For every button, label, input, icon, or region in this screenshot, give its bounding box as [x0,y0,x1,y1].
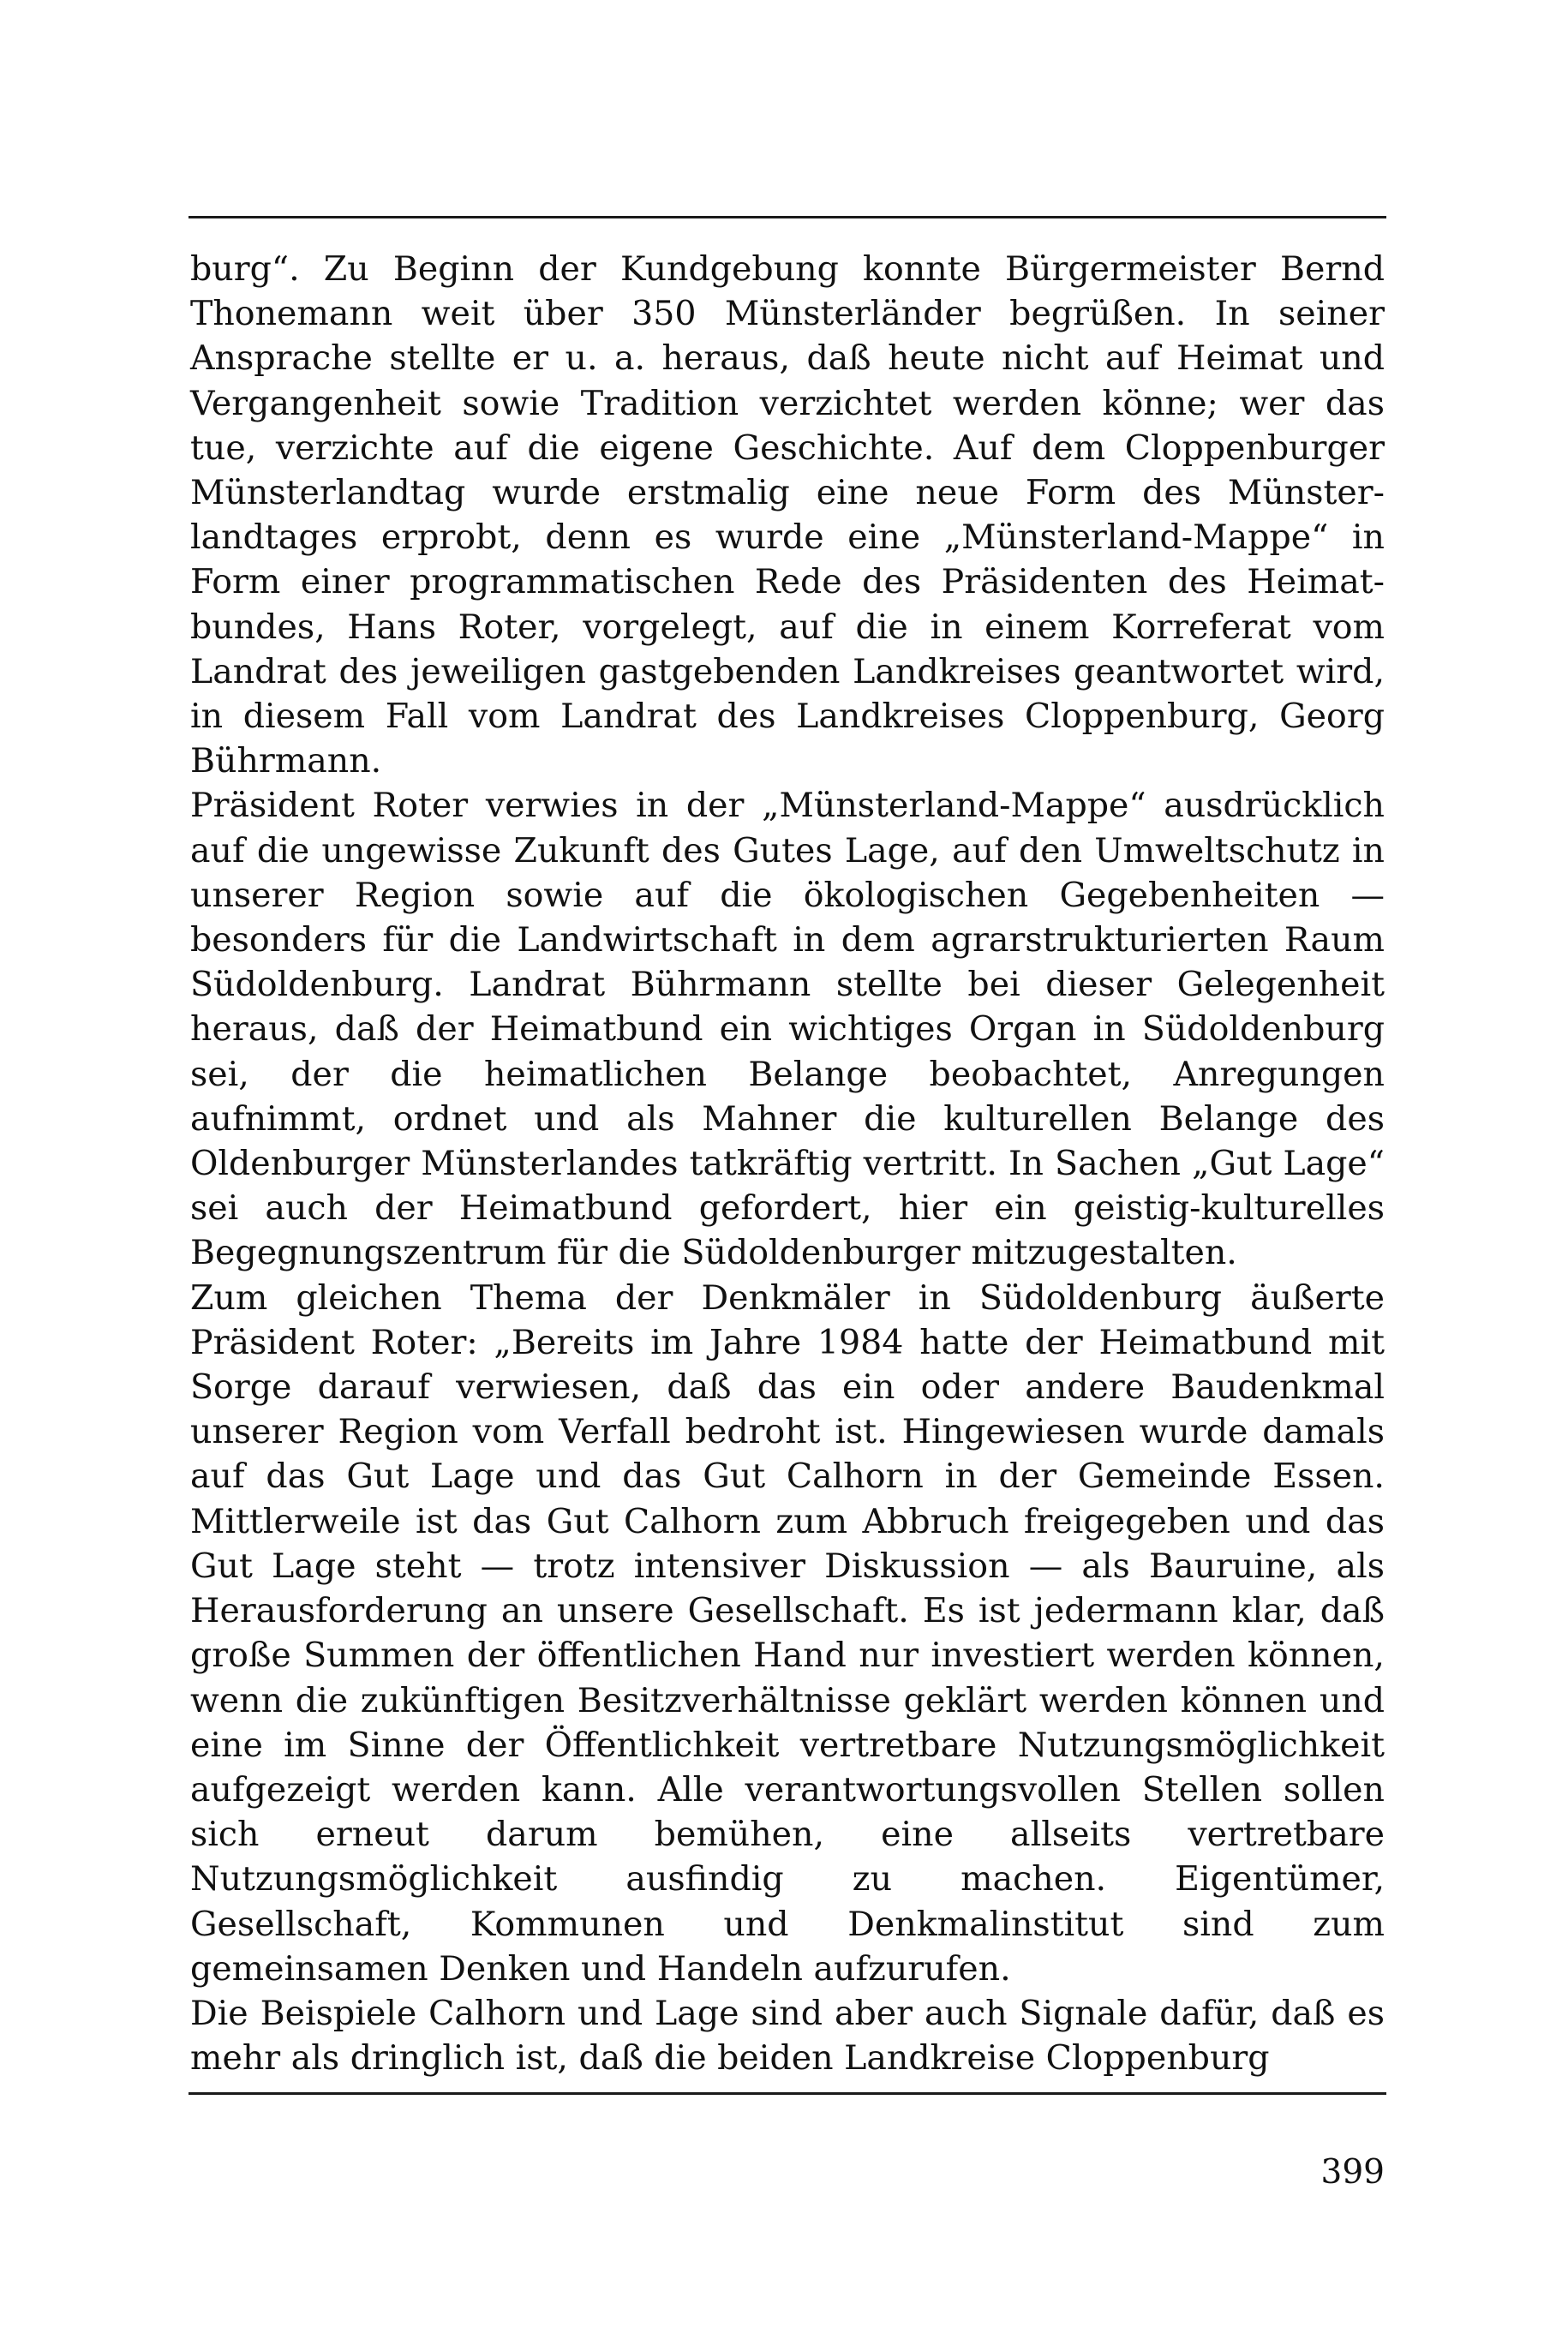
body-text [190,247,1385,2080]
paragraph: Zum gleichen Thema der Denkmäler in Südoldenburg äußerte Präsident Roter: „Bereits im Jahre 1984 hatte der Heimatbund mit Sorge darauf verwiesen, daß das ein oder andere Baudenkmal unserer Region vom Verfall bedroht ist. Hingewiesen wurde damals auf das Gut Lage und das Gut Calhorn in der Gemeinde Essen. Mittlerweile ist das Gut Calhorn zum Abbruch freigegeben und das Gut Lage steht — trotz intensiver Diskussion — als Bauruine, als Herausforderung an unsere Gesellschaft. Es ist jedermann klar, daß große Summen der öffentlichen Hand nur investiert werden können, wenn die zukünftigen Besitzverhältnisse geklärt werden können und eine im Sinne der Öffentlichkeit vertretbare Nutzungsmöglichkeit aufgezeigt werden kann. Alle verantwortungsvollen Stellen sollen sich erneut darum bemühen, eine allseits vertretbare Nutzungsmöglichkeit ausfindig zu machen. Eigentümer, Gesellschaft, Kommunen und Denkmalinstitut sind zum gemeinsamen Denken und Handeln aufzurufen. [190,1277,1385,1989]
paragraph: Präsident Roter verwies in der „Münsterland-Mappe“ ausdrücklich auf die ungewisse Zukunft des Gutes Lage, auf den Umweltschutz in unserer Region sowie auf die ökologischen Gegebenheiten — besonders für die Landwirtschaft in dem agrarstrukturierten Raum Südoldenburg. Landrat Bührmann stellte bei dieser Gelegenheit heraus, daß der Heimatbund ein wichtiges Organ in Südoldenburg sei, der die heimatlichen Belange beobachtet, Anregungen aufnimmt, ordnet und als Mahner die kulturellen Belange des Oldenburger Münsterlandes tatkräftig vertritt. In Sachen „Gut Lage“ sei auch der Heimatbund gefordert, hier ein geistig-kulturelles Begegnungszentrum für die Südoldenburger mitzugestalten. [190,786,1385,1273]
paragraph: Die Beispiele Calhorn und Lage sind aber auch Signale dafür, daß es mehr als dringlich ist, daß die beiden Landkreise Cloppenburg [190,1993,1385,2079]
page-number: 399 [1320,2153,1385,2192]
top-rule [189,216,1386,218]
bottom-rule [189,2092,1386,2095]
paragraph: burg“. Zu Beginn der Kundgebung konnte Bürgermeister Bernd Thonemann weit über 350 Münsterländer begrüßen. In seiner Ansprache stellte er u. a. heraus, daß heute nicht auf Heimat und Vergangenheit sowie Tradition verzichtet werden könne; wer das tue, verzichte auf die eigene Geschichte. Auf dem Cloppenburger Münsterlandtag wurde erstmalig eine neue Form des Münsterlandtages erprobt, denn es wurde eine „Münsterland-Mappe“ in Form einer programmatischen Rede des Präsidenten des Heimatbundes, Hans Roter, vorgelegt, auf die in einem Korreferat vom Landrat des jeweiligen gastgebenden Landkreises geantwortet wird, in diesem Fall vom Landrat des Landkreises Cloppenburg, Georg Bührmann. [190,249,1385,781]
